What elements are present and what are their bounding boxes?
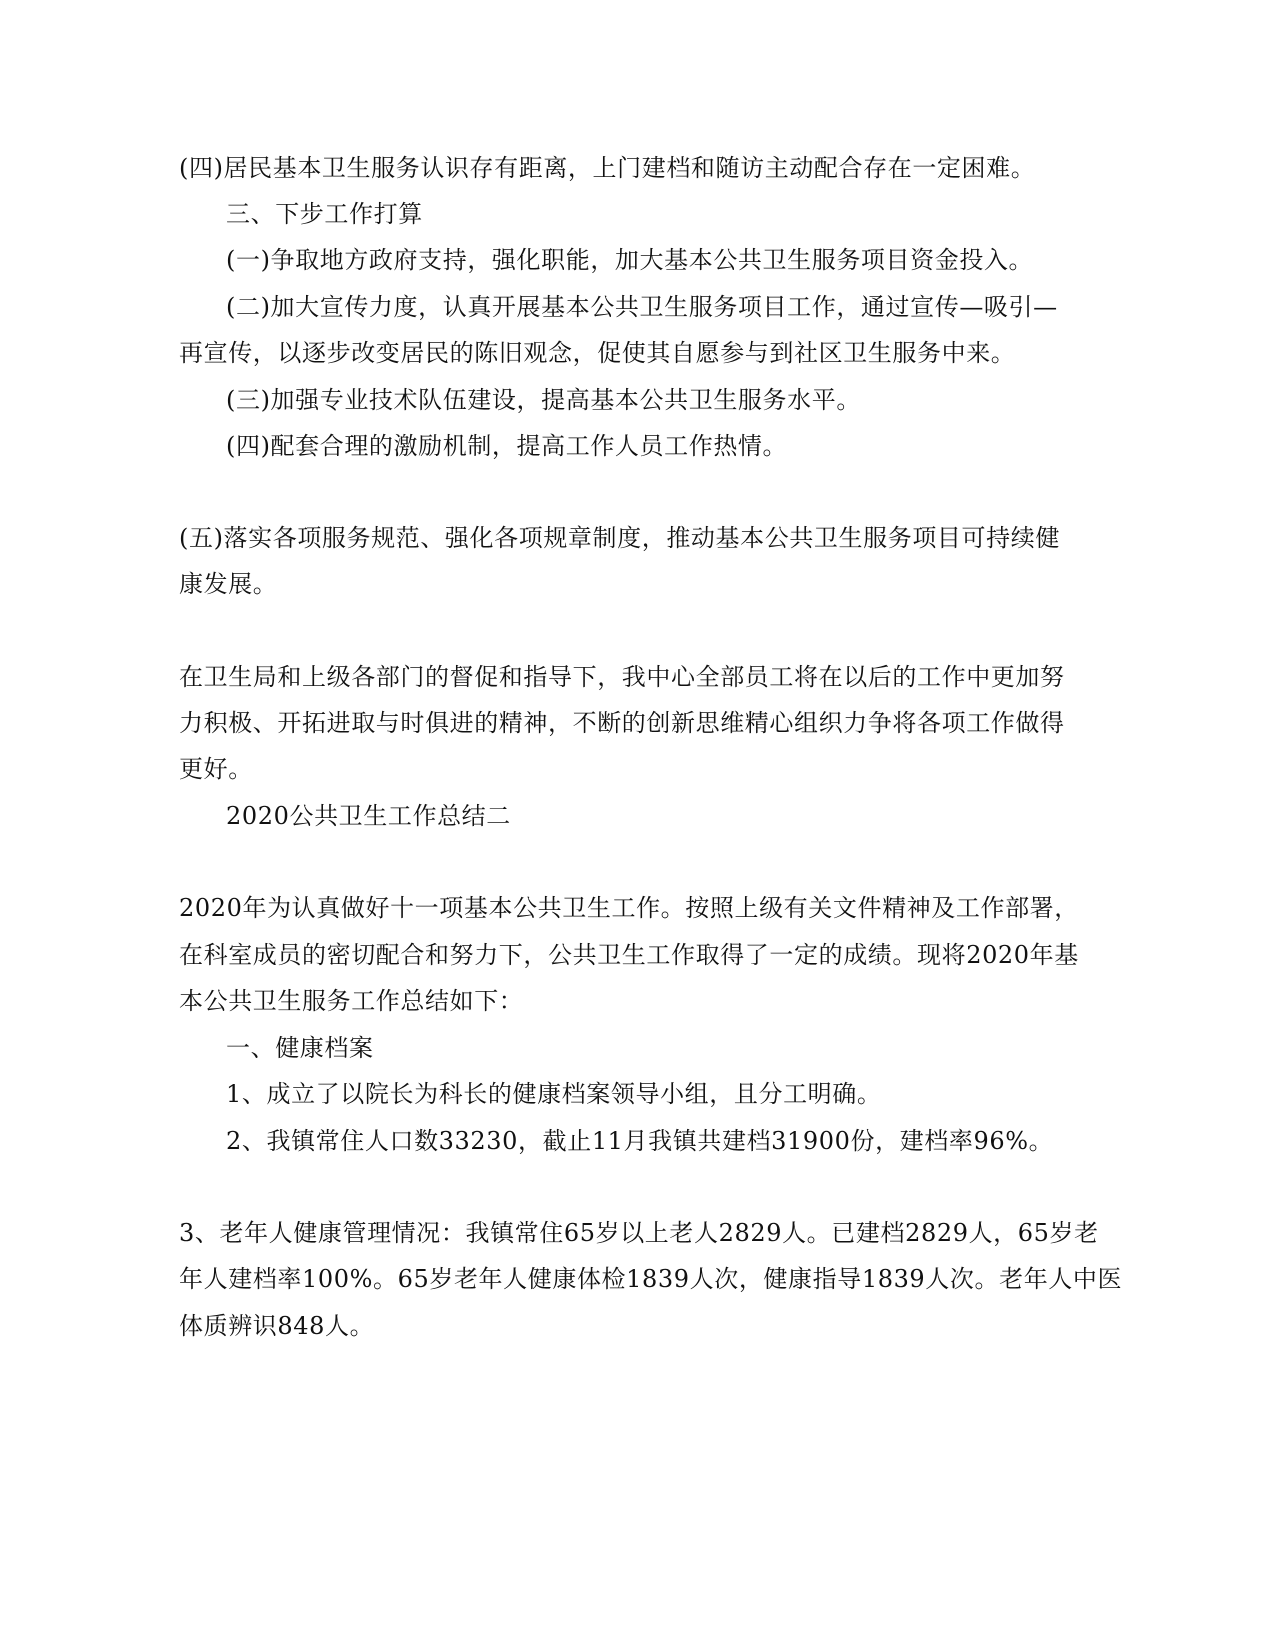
text-line: 力积极、开拓进取与时俱进的精神，不断的创新思维精心组织力争将各项工作做得	[179, 709, 1065, 737]
section-heading: 三、下步工作打算	[226, 200, 423, 228]
text-line: 年人建档率100%。65岁老年人健康体检1839人次，健康指导1839人次。老年人中医	[179, 1265, 1123, 1293]
text-line: 在卫生局和上级各部门的督促和指导下，我中心全部员工将在以后的工作中更加努	[179, 663, 1065, 691]
section-heading: 一、健康档案	[226, 1034, 374, 1062]
document-title: 2020公共卫生工作总结二	[226, 802, 511, 830]
text-line: (三)加强专业技术队伍建设，提高基本公共卫生服务水平。	[226, 386, 861, 414]
text-line: 2020年为认真做好十一项基本公共卫生工作。按照上级有关文件精神及工作部署，	[179, 894, 1079, 922]
text-line: 1、成立了以院长为科长的健康档案领导小组，且分工明确。	[226, 1080, 882, 1108]
text-line: (四)居民基本卫生服务认识存有距离，上门建档和随访主动配合存在一定困难。	[179, 154, 1036, 182]
text-line: 在科室成员的密切配合和努力下，公共卫生工作取得了一定的成绩。现将2020年基	[179, 941, 1079, 969]
text-line: (五)落实各项服务规范、强化各项规章制度，推动基本公共卫生服务项目可持续健	[179, 524, 1060, 552]
text-line: 再宣传，以逐步改变居民的陈旧观念，促使其自愿参与到社区卫生服务中来。	[179, 339, 1016, 367]
text-line: (四)配套合理的激励机制，提高工作人员工作热情。	[226, 432, 788, 460]
text-line: 3、老年人健康管理情况：我镇常住65岁以上老人2829人。已建档2829人，65岁老	[179, 1219, 1099, 1247]
text-line: 体质辨识848人。	[179, 1312, 375, 1340]
text-line: 更好。	[179, 755, 253, 783]
text-line: (二)加大宣传力度，认真开展基本公共卫生服务项目工作，通过宣传—吸引—	[226, 293, 1058, 321]
text-line: 2、我镇常住人口数33230，截止11月我镇共建档31900份，建档率96%。	[226, 1127, 1054, 1155]
text-line: (一)争取地方政府支持，强化职能，加大基本公共卫生服务项目资金投入。	[226, 246, 1034, 274]
text-line: 康发展。	[179, 570, 278, 598]
text-line: 本公共卫生服务工作总结如下：	[179, 987, 524, 1015]
